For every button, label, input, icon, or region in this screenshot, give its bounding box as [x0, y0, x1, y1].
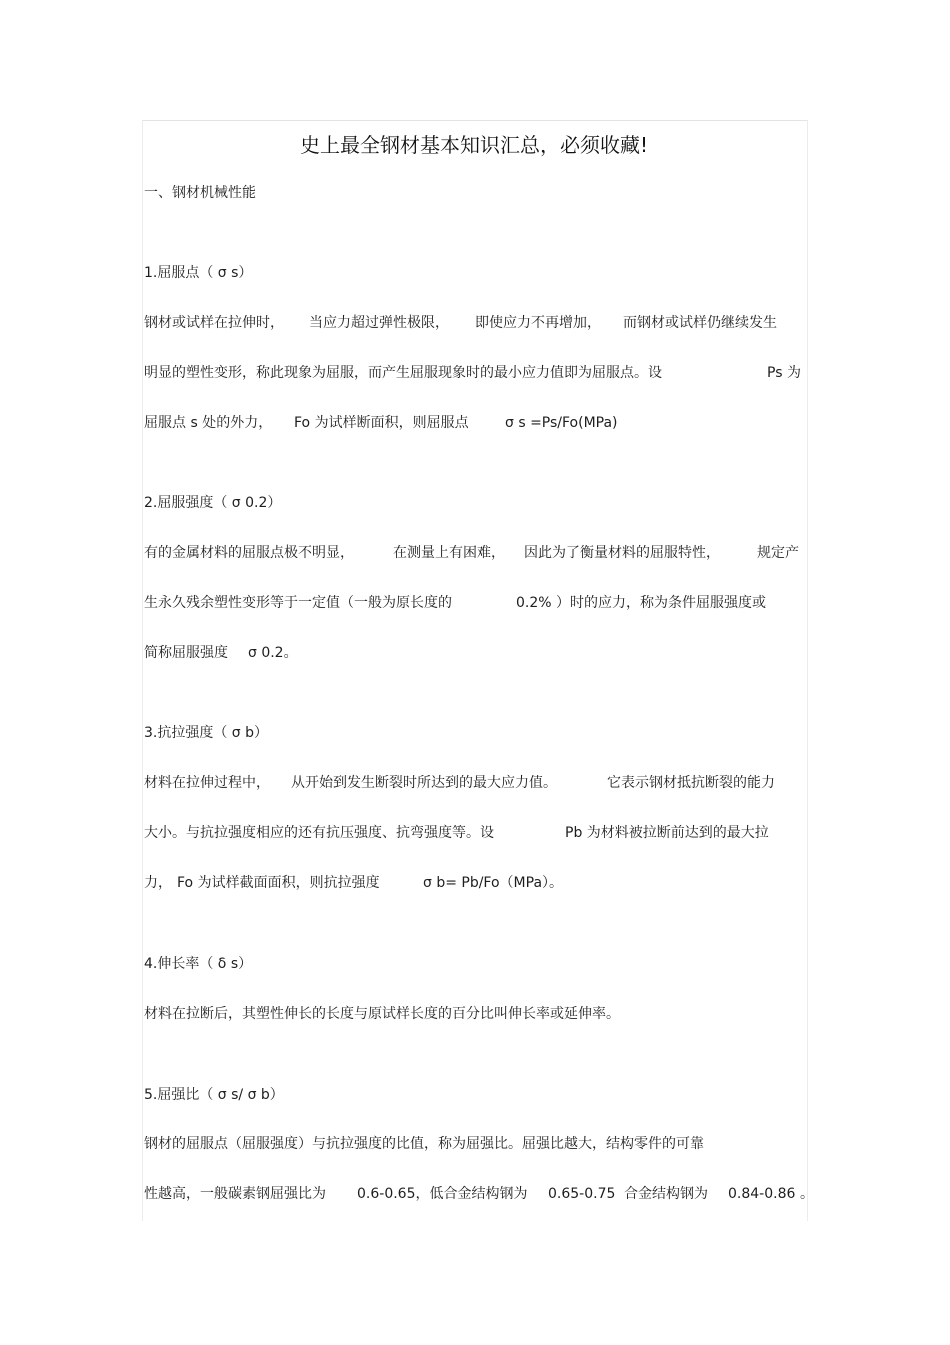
text-segment: 0.2% ）时的应力，称为条件屈服强度或: [516, 595, 767, 611]
text-segment: 它表示钢材抵抗断裂的能力: [607, 775, 775, 791]
paragraph-line: [144, 1184, 814, 1324]
text-segment: 因此为了衡量材料的屈服特性，: [524, 545, 720, 561]
text-segment: 从开始到发生断裂时所达到的最大应力值。: [291, 775, 557, 791]
document-title: 史上最全钢材基本知识汇总，必须收藏!: [299, 133, 649, 157]
text-segment: 屈服点 s 处的外力，: [144, 415, 273, 431]
paragraph-line: [144, 873, 564, 953]
text-segment: Ps 为: [767, 365, 801, 381]
text-segment: 钢材或试样在拉伸时，: [144, 315, 284, 331]
item-heading-yield-point: 1.屈服点（ σ s）: [144, 265, 253, 281]
text-segment: 。: [800, 1186, 814, 1202]
text-segment: 0.84-0.86: [728, 1186, 796, 1202]
text-segment: 力，: [144, 875, 172, 891]
text-segment: 合金结构钢为: [624, 1186, 708, 1202]
text-segment: σ b= Pb/Fo（MPa）。: [423, 875, 564, 891]
text-segment: 性越高，一般碳素钢屈强比为: [144, 1186, 326, 1202]
text-segment: 而钢材或试样仍继续发生: [623, 315, 777, 331]
item-heading-yield-ratio: 5.屈强比（ σ s/ σ b）: [144, 1087, 284, 1103]
text-segment: 规定产: [757, 545, 799, 561]
paragraph-line: 钢材的屈服点（屈服强度）与抗拉强度的比值，称为屈强比。屈强比越大，结构零件的可靠: [144, 1136, 704, 1152]
text-segment: 在测量上有困难，: [393, 545, 505, 561]
text-segment: 简称屈服强度: [144, 645, 228, 661]
text-segment: Fo 为试样断面积，则屈服点: [294, 415, 469, 431]
text-segment: σ 0.2。: [248, 645, 298, 661]
text-segment: Pb 为材料被拉断前达到的最大拉: [565, 825, 769, 841]
item-heading-tensile-strength: 3.抗拉强度（ σ b）: [144, 725, 269, 741]
paragraph-line: 材料在拉断后，其塑性伸长的长度与原试样长度的百分比叫伸长率或延伸率。: [144, 1006, 620, 1022]
text-segment: 大小。与抗拉强度相应的还有抗压强度、抗弯强度等。设: [144, 825, 494, 841]
text-segment: 材料在拉伸过程中，: [144, 775, 270, 791]
page-frame: [142, 120, 808, 1221]
text-segment: 明显的塑性变形，称此现象为屈服，而产生屈服现象时的最小应力值即为屈服点。设: [144, 365, 662, 381]
text-segment: 即使应力不再增加，: [475, 315, 601, 331]
text-segment: σ s =Ps/Fo(MPa): [505, 415, 618, 431]
text-segment: 有的金属材料的屈服点极不明显，: [144, 545, 354, 561]
item-heading-elongation: 4.伸长率（ δ s）: [144, 956, 253, 972]
text-segment: Fo 为试样截面面积，则抗拉强度: [177, 875, 380, 891]
item-heading-yield-strength: 2.屈服强度（ σ 0.2）: [144, 495, 282, 511]
paragraph-line: [144, 643, 298, 703]
section-heading: 一、钢材机械性能: [144, 185, 256, 201]
paragraph-line: [144, 413, 618, 493]
text-segment: 0.65-0.75: [548, 1186, 616, 1202]
text-segment: 生永久残余塑性变形等于一定值（一般为原长度的: [144, 595, 452, 611]
text-segment: 0.6-0.65，低合金结构钢为: [357, 1186, 528, 1202]
text-segment: 当应力超过弹性极限，: [309, 315, 449, 331]
